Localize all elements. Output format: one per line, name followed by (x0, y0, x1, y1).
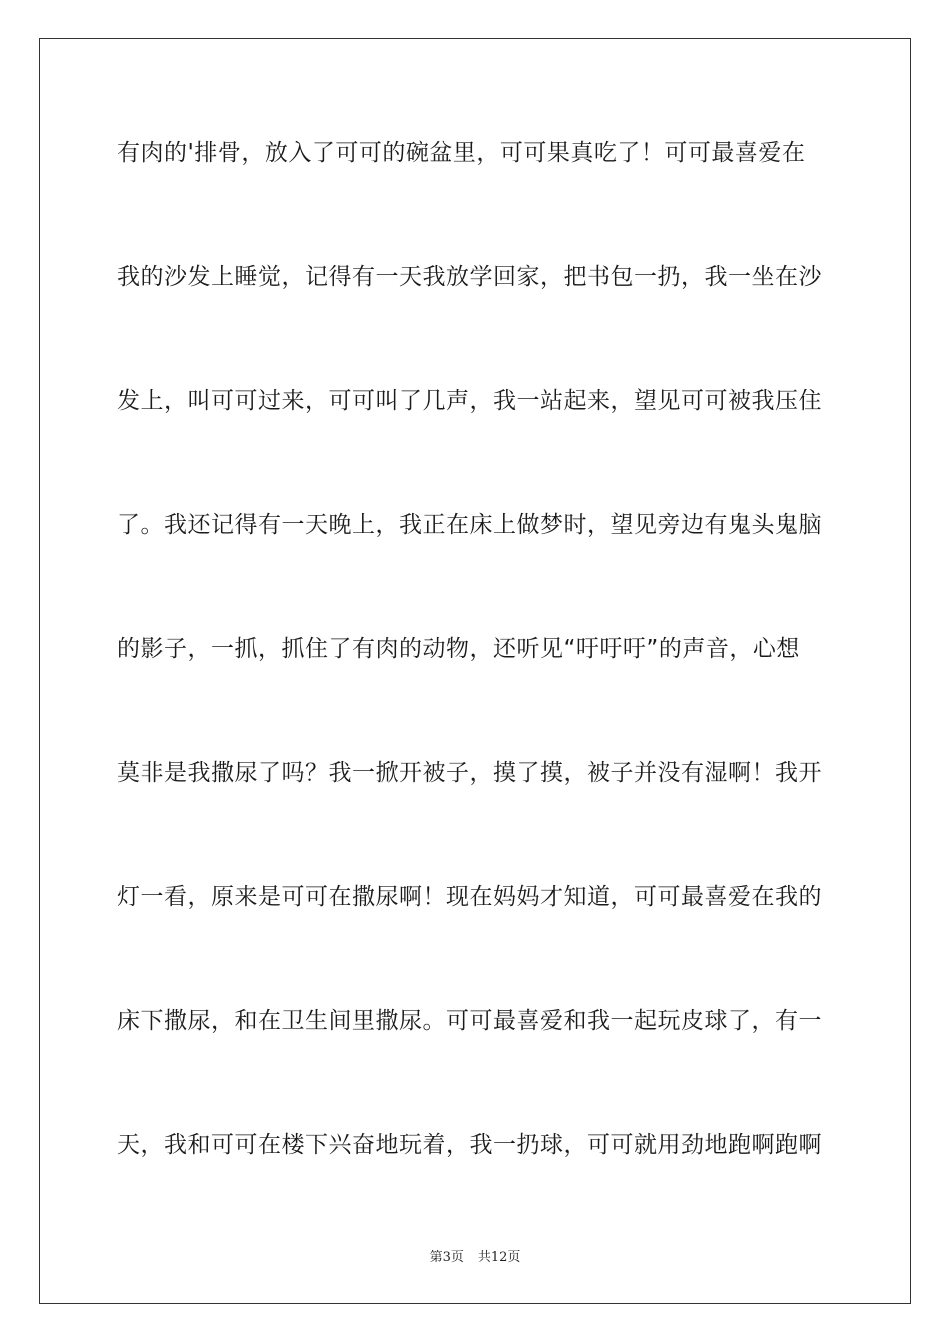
text-line: 有肉的'排骨，放入了可可的碗盆里，可可果真吃了！可可最喜爱在 (117, 140, 806, 166)
text-line: 我的沙发上睡觉，记得有一天我放学回家，把书包一扔，我一坐在沙 (117, 264, 822, 290)
text-line: 灯一看，原来是可可在撒尿啊！现在妈妈才知道，可可最喜爱在我的 (117, 884, 822, 910)
text-line: 发上，叫可可过来，可可叫了几声，我一站起来，望见可可被我压住 (117, 388, 822, 414)
text-line: 天，我和可可在楼下兴奋地玩着，我一扔球，可可就用劲地跑啊跑啊 (117, 1132, 822, 1158)
document-body (117, 128, 833, 1244)
text-line: 的影子，一抓，抓住了有肉的动物，还听见“吁吁吁”的声音，心想 (117, 636, 800, 662)
text-line: 床下撒尿，和在卫生间里撒尿。可可最喜爱和我一起玩皮球了，有一 (117, 1008, 822, 1034)
page-number: 第3页 (429, 1250, 464, 1265)
page-total: 共12页 (477, 1250, 521, 1265)
text-line: 莫非是我撒尿了吗？我一掀开被子，摸了摸，被子并没有湿啊！我开 (117, 760, 822, 786)
page-footer (0, 1246, 950, 1265)
text-line: 了。我还记得有一天晚上，我正在床上做梦时，望见旁边有鬼头鬼脑 (117, 512, 822, 538)
